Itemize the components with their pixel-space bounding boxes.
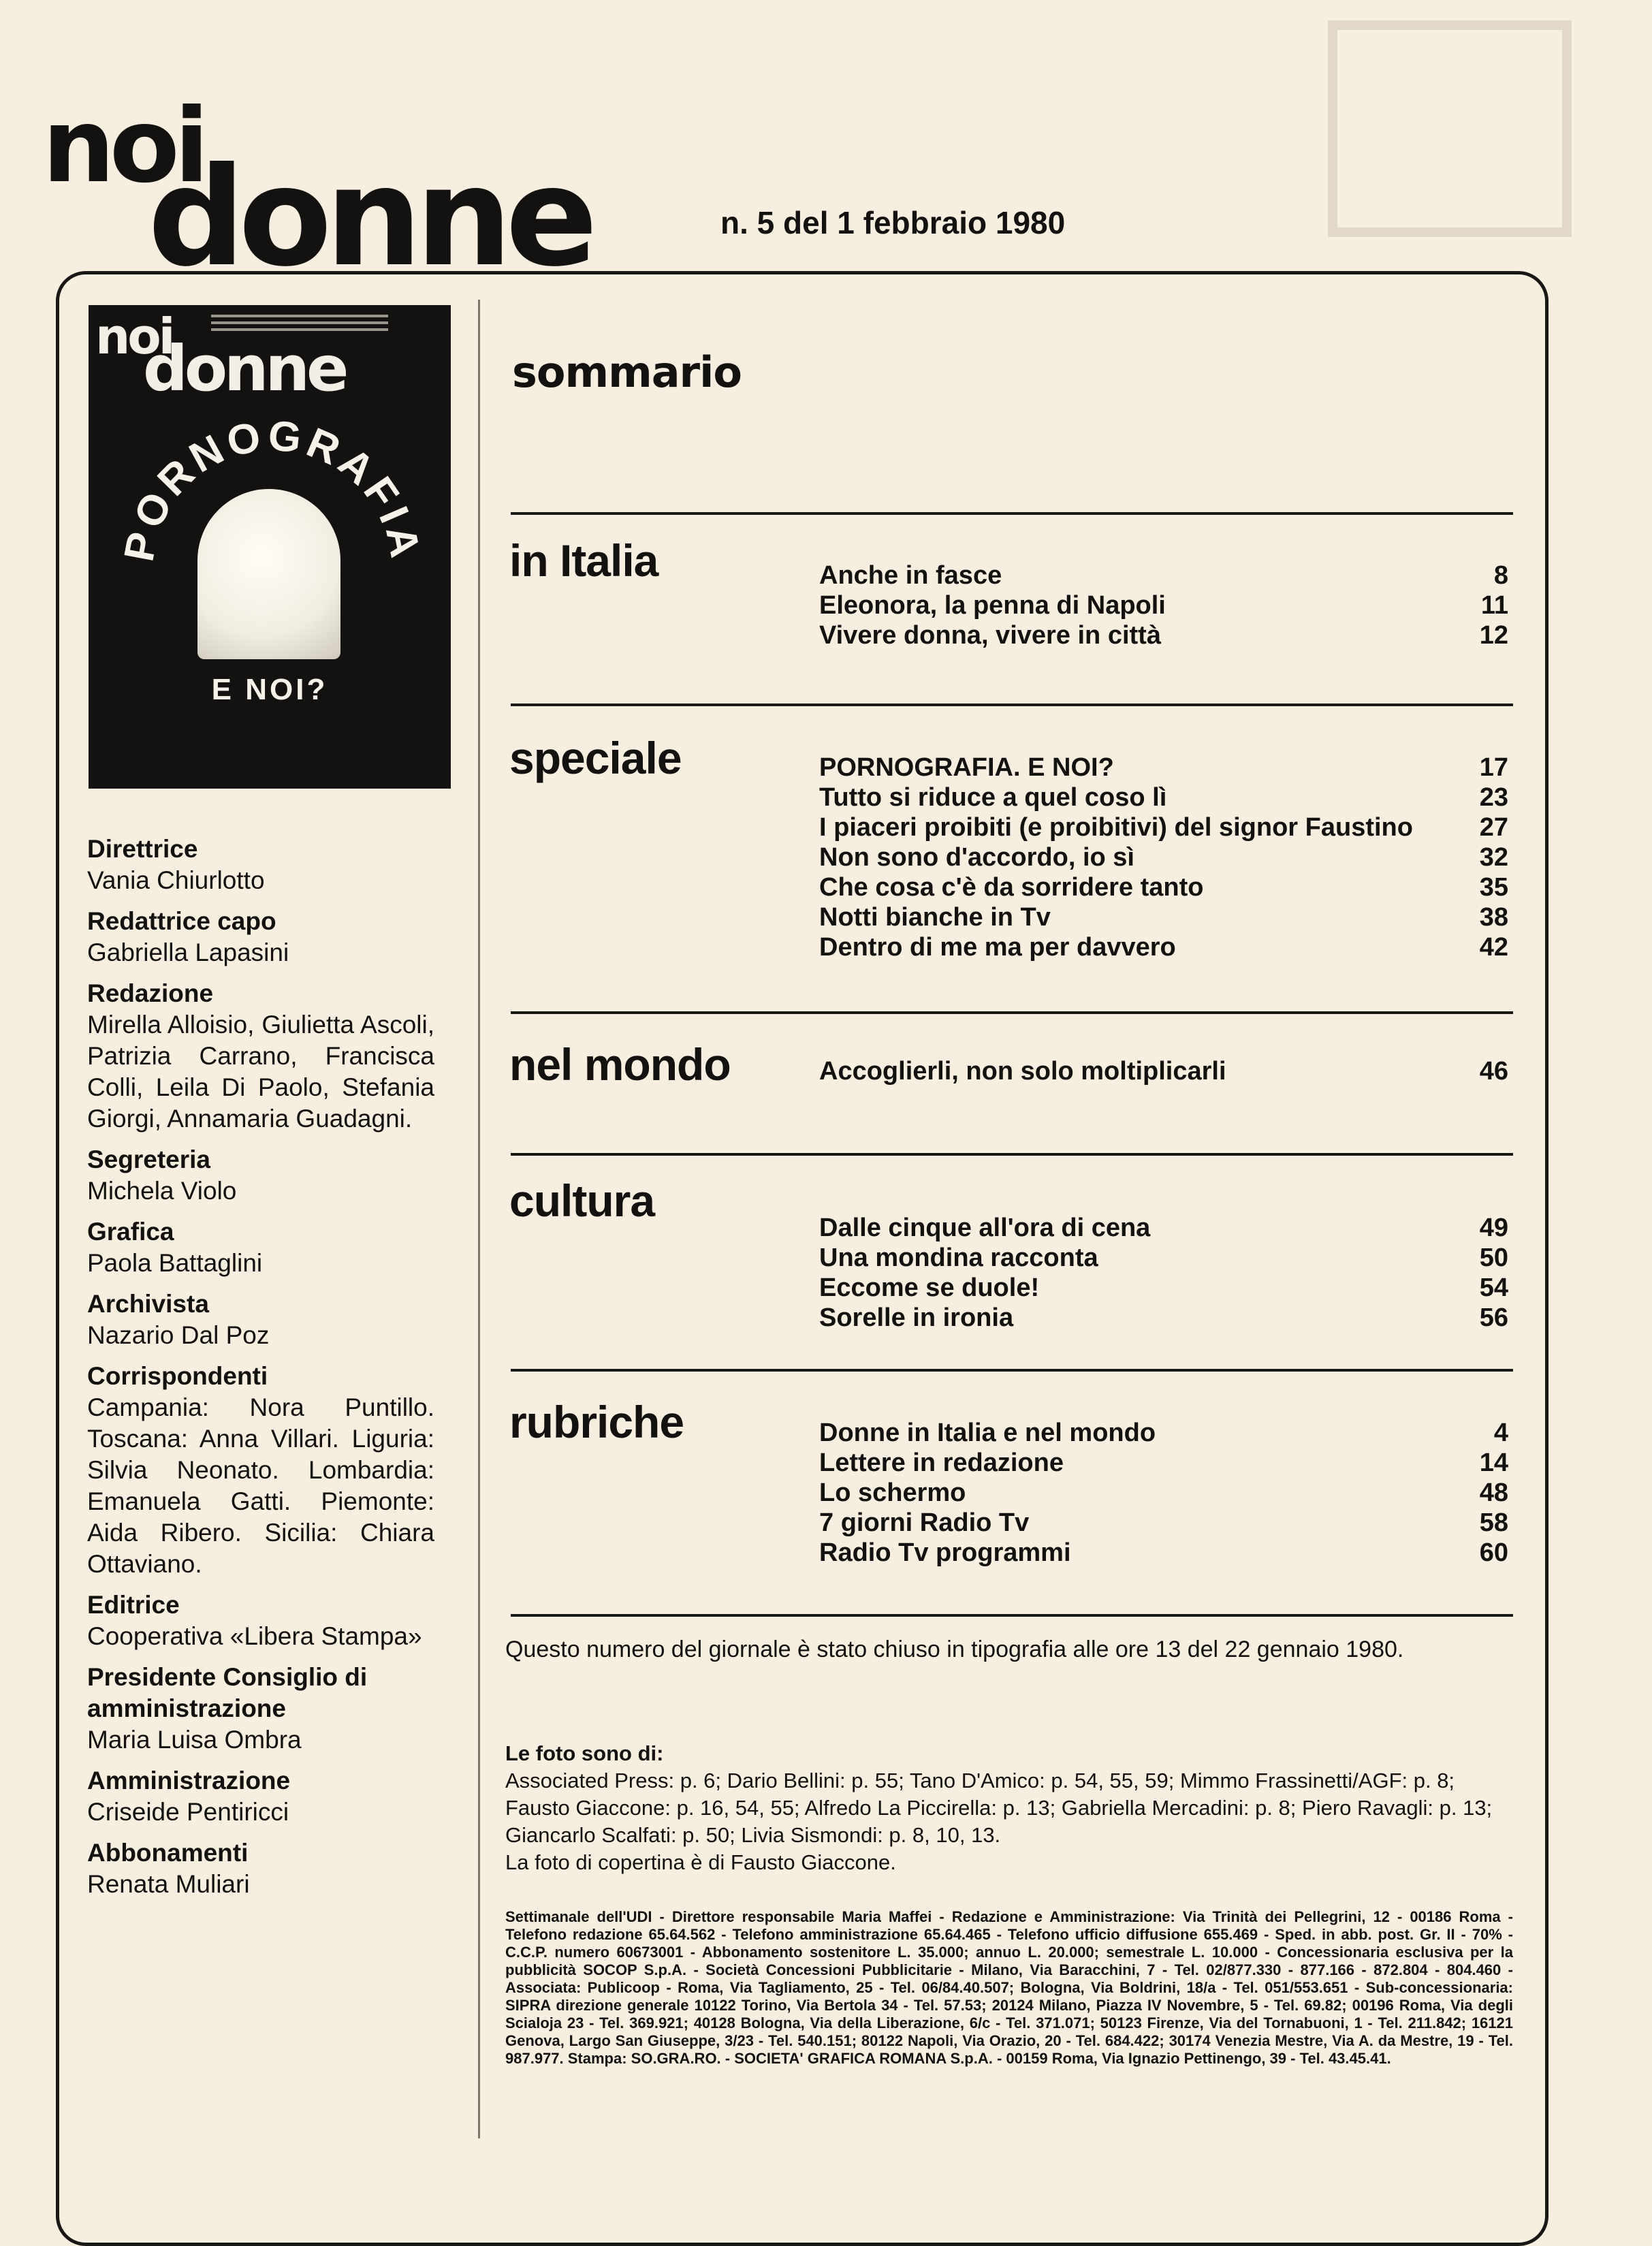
toc-entry-title: Non sono d'accordo, io sì (819, 843, 1134, 872)
toc-entry-page: 23 (1479, 783, 1508, 812)
staff-entry (87, 1361, 434, 1580)
toc-entry-title: Eleonora, la penna di Napoli (819, 591, 1166, 620)
cover-headline-arc (89, 305, 451, 789)
section-divider (511, 703, 1513, 706)
staff-role: Abbonamenti (87, 1839, 249, 1867)
toc-entry-page: 11 (1480, 591, 1508, 620)
toc-entry-title: Dalle cinque all'ora di cena (819, 1214, 1151, 1242)
toc-entry-title: Che cosa c'è da sorridere tanto (819, 873, 1204, 902)
photo-credits (505, 1740, 1513, 1876)
staff-names: Criseide Pentiricci (87, 1798, 289, 1826)
staff-names: Renata Muliari (87, 1870, 250, 1898)
section-title: speciale (509, 733, 682, 783)
section-divider (511, 1153, 1513, 1156)
staff-entry (87, 978, 434, 1135)
toc-entry[interactable] (819, 753, 1508, 782)
toc-entry-title: Donne in Italia e nel mondo (819, 1419, 1156, 1447)
cover-thumbnail (89, 305, 451, 789)
section-items (819, 753, 1508, 962)
staff-list (87, 824, 434, 1900)
masthead (42, 87, 723, 297)
staff-entry (87, 1216, 434, 1279)
toc-entry[interactable] (819, 620, 1508, 650)
toc-entry-page: 32 (1479, 843, 1508, 872)
reverse-show-through-box (1328, 20, 1572, 237)
toc-entry[interactable] (819, 1478, 1508, 1508)
staff-entry (87, 1144, 434, 1207)
staff-role: Presidente Consiglio di amministrazione (87, 1663, 368, 1722)
toc-entry-title: Anche in fasce (819, 561, 1002, 590)
toc-entry-title: PORNOGRAFIA. E NOI? (819, 753, 1114, 782)
toc-entry-page: 49 (1479, 1214, 1508, 1242)
section-title: nel mondo (509, 1039, 731, 1090)
cover-photo-credit: La foto di copertina è di Fausto Giaccone. (505, 1850, 896, 1874)
staff-entry (87, 1589, 434, 1652)
svg-text:PORNOGRAFIA (116, 412, 430, 565)
toc-entry-page: 27 (1479, 813, 1508, 842)
section-items (819, 1418, 1508, 1568)
staff-role: Segreteria (87, 1145, 210, 1173)
colophon: Settimanale dell'UDI - Direttore responsabile Maria Maffei - Redazione e Amministrazione: Via Trinità dei Pellegrini, 12 - 00186 Roma - Telefono redazione 65.64.562 - Telefono amministrazione 65.64.465 - Telefono ufficio diffusione 655.469 - Sped. in abb. post. Gr. II - 70% - C.C.P. numero 60673001 - Abbonamento sostenitore L. 35.000; annuo L. 20.000; semestrale L. 10.000 - Concessionaria esclusiva per la pubblicità SOCOP S.p.A. - Società Concessioni Pubblicitarie - Milano, Via Baracchini, 7 - Tel. 02/877.330 - 877.166 - 872.804 - 804.460 - Associata: Publicoop - Roma, Via Tagliamento, 25 - Tel. 06/84.40.507; Bologna, Via Boldrini, 18/a - Tel. 051/553.651 - Sub-concessionaria: SIPRA direzione generale 10122 Torino, Via Bertola 34 - Tel. 57.53; 20124 Milano, Piazza IV Novembre, 5 - Tel. 69.82; 00196 Roma, Via degli Scialoja 23 - Tel. 369.921; 40128 Bologna, Via della Liberazione, 6/c - Tel. 371.071; 50123 Firenze, Via del Tornabuoni, 1 - Tel. 211.842; 16121 Genova, Largo San Giuseppe, 3/23 - Tel. 540.151; 80122 Napoli, Via Orazio, 20 - Tel. 684.422; 30174 Venezia Mestre, Via A. da Mestre, 19 - Tel. 987.977. Stampa: SO.GRA.RO. - SOCIETA' GRAFICA ROMANA S.p.A. - 00159 Roma, Via Ignazio Pettinengo, 39 - Tel. 43.45.41. (505, 1908, 1513, 2067)
section-divider (511, 1614, 1513, 1617)
staff-entry (87, 906, 434, 968)
toc-entry-page: 38 (1479, 903, 1508, 932)
staff-names: Campania: Nora Puntillo. Toscana: Anna Villari. Liguria: Silvia Neonato. Lombardia: Emanuela Gatti. Piemonte: Aida Ribero. Sicilia: Chiara Ottaviano. (87, 1393, 434, 1578)
column-rule (478, 300, 480, 2138)
toc-entry-title: Tutto si riduce a quel coso lì (819, 783, 1167, 812)
photo-credits-list: Associated Press: p. 6; Dario Bellini: p. 55; Tano D'Amico: p. 54, 55, 59; Mimmo Frassinetti/AGF: p. 8; Fausto Giaccone: p. 16, 54, 55; Alfredo La Piccirella: p. 13; Gabriella Mercadini: p. 8; Piero Ravagli: p. 13; Giancarlo Scalfati: p. 50; Livia Sismondi: p. 8, 10, 13. (505, 1769, 1493, 1847)
staff-names: Vania Chiurlotto (87, 866, 265, 894)
toc-entry-page: 56 (1479, 1303, 1508, 1332)
toc-entry[interactable] (819, 1243, 1508, 1273)
toc-entry[interactable] (819, 872, 1508, 902)
closing-note: Questo numero del giornale è stato chiuso in tipografia alle ore 13 del 22 gennaio 1980. (505, 1636, 1404, 1662)
issue-line: n. 5 del 1 febbraio 1980 (720, 205, 1066, 240)
cover-logo-noi: noi (95, 308, 173, 365)
staff-names: Gabriella Lapasini (87, 938, 289, 966)
toc-entry-page: 8 (1493, 561, 1508, 590)
toc-entry[interactable] (819, 1418, 1508, 1448)
section-divider (511, 1369, 1513, 1372)
cover-subline: E NOI? (211, 673, 328, 706)
section-items (819, 560, 1508, 650)
toc-entry-page: 54 (1479, 1274, 1508, 1302)
staff-role: Redazione (87, 979, 214, 1007)
staff-entry (87, 1765, 434, 1828)
toc-entry[interactable] (819, 1508, 1508, 1538)
toc-entry-title: Lo schermo (819, 1478, 966, 1507)
toc-entry[interactable] (819, 812, 1508, 842)
photo-credits-title: Le foto sono di: (505, 1741, 664, 1765)
toc-entry-page: 58 (1479, 1508, 1508, 1537)
staff-entry (87, 1837, 434, 1900)
staff-role: Amministrazione (87, 1767, 291, 1794)
toc-entry-title: Vivere donna, vivere in città (819, 621, 1161, 650)
toc-entry[interactable] (819, 1303, 1508, 1333)
logo-noi: noi (42, 87, 204, 206)
staff-role: Grafica (87, 1218, 174, 1246)
section-title: rubriche (509, 1397, 684, 1447)
toc-entry[interactable] (819, 902, 1508, 932)
staff-names: Maria Luisa Ombra (87, 1726, 302, 1754)
staff-role: Corrispondenti (87, 1362, 268, 1390)
staff-names: Michela Violo (87, 1177, 237, 1205)
toc-entry-page: 12 (1479, 621, 1508, 650)
staff-names: Cooperativa «Libera Stampa» (87, 1622, 422, 1650)
staff-role: Redattrice capo (87, 907, 276, 935)
toc-entry-page: 14 (1479, 1449, 1508, 1477)
toc-entry-page: 50 (1479, 1244, 1508, 1272)
logo-donne: donne (148, 138, 591, 297)
toc-entry-title: Lettere in redazione (819, 1449, 1064, 1477)
toc-entry-page: 48 (1479, 1478, 1508, 1507)
toc-entry-page: 17 (1479, 753, 1508, 782)
toc-entry[interactable] (819, 1056, 1508, 1086)
toc-entry[interactable] (819, 782, 1508, 812)
toc-entry-title: Notti bianche in Tv (819, 903, 1051, 932)
cover-headline: PORNOGRAFIA (115, 411, 430, 565)
section-items (819, 1213, 1508, 1333)
toc-entry-title: I piaceri proibiti (e proibitivi) del signor Faustino (819, 813, 1413, 842)
toc-entry[interactable] (819, 842, 1508, 872)
toc-entry-title: Eccome se duole! (819, 1274, 1040, 1302)
staff-role: Editrice (87, 1591, 180, 1619)
toc-entry[interactable] (819, 932, 1508, 962)
toc-entry-title: Radio Tv programmi (819, 1538, 1071, 1567)
sommario-title: sommario (512, 347, 742, 397)
staff-entry (87, 1288, 434, 1351)
staff-entry (87, 834, 434, 896)
toc-entry[interactable] (819, 1538, 1508, 1568)
toc-entry[interactable] (819, 590, 1508, 620)
staff-names: Nazario Dal Poz (87, 1321, 270, 1349)
section-title: in Italia (509, 535, 658, 586)
staff-entry (87, 1662, 434, 1756)
toc-entry-title: Dentro di me ma per davvero (819, 933, 1176, 962)
section-items (819, 1056, 1508, 1086)
toc-entry-page: 46 (1479, 1057, 1508, 1086)
toc-entry-title: Sorelle in ironia (819, 1303, 1014, 1332)
toc-entry-page: 60 (1479, 1538, 1508, 1567)
staff-role: Archivista (87, 1290, 209, 1318)
toc-entry[interactable] (819, 1273, 1508, 1303)
toc-entry-page: 4 (1493, 1419, 1508, 1447)
cover-logo-donne: donne (143, 332, 346, 405)
staff-role: Direttrice (87, 835, 198, 863)
toc-entry-title: 7 giorni Radio Tv (819, 1508, 1030, 1537)
toc-entry[interactable] (819, 560, 1508, 590)
toc-entry-page: 42 (1479, 933, 1508, 962)
section-divider (511, 1011, 1513, 1014)
section-title: cultura (509, 1175, 655, 1226)
toc-entry-page: 35 (1479, 873, 1508, 902)
toc-entry[interactable] (819, 1448, 1508, 1478)
toc-entry-title: Una mondina racconta (819, 1244, 1098, 1272)
toc-entry[interactable] (819, 1213, 1508, 1243)
toc-entry-title: Accoglierli, non solo moltiplicarli (819, 1057, 1226, 1086)
staff-names: Mirella Alloisio, Giulietta Ascoli, Patrizia Carrano, Francisca Colli, Leila Di Paolo, Stefania Giorgi, Annamaria Guadagni. (87, 1011, 434, 1133)
section-divider (511, 512, 1513, 515)
staff-names: Paola Battaglini (87, 1249, 263, 1277)
